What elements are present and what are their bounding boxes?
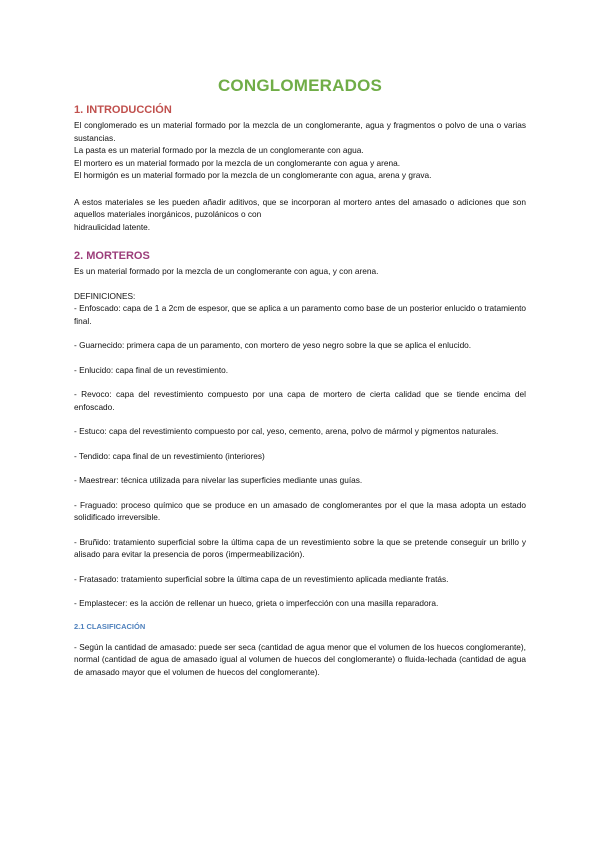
definition-enlucido: - Enlucido: capa final de un revestimiento. — [74, 364, 229, 375]
paragraph-morteros-intro: Es un material formado por la mezcla de un conglomerante con agua, y con arena. — [74, 266, 379, 276]
definition-estuco: - Estuco: capa del revestimiento compuesto por cal, yeso, cemento, arena, polvo de mármol y pigmentos naturales. — [74, 426, 499, 436]
definition-brunido: - Bruñido: tratamiento superficial sobre la última capa de un revestimiento sobre la que se pretende conseguir un brillo y alisado para evitar la presencia de poros (impermeabilización). — [74, 536, 526, 559]
paragraph-clasificacion: - Según la cantidad de amasado: puede ser seca (cantidad de agua menor que el volumen de los huecos conglomerante), normal (cantidad de agua de amasado igual al volumen de huecos del conglomerante) o fluida-lechada (cantidad de agua de amasado mayor que el volumen de huecos del conglomerante). — [74, 641, 526, 677]
definition-fraguado: - Fraguado: proceso químico que se produce en un amasado de conglomerantes por el que la masa adopta un estado solidificado irreversible. — [74, 499, 526, 522]
subsection-heading-clasificacion: 2.1 CLASIFICACIÓN — [74, 621, 146, 631]
paragraph-aditivos-cont: hidraulicidad latente. — [74, 221, 151, 232]
paragraph-aditivos: A estos materiales se les pueden añadir aditivos, que se incorporan al mortero antes del amasado o adiciones que son aquellos materiales inorgánicos, puzolánicos o con — [74, 196, 526, 219]
paragraph-conglomerado: El conglomerado es un material formado por la mezcla de un conglomerante, agua y fragmentos o polvo de una o varias sustancias. — [74, 120, 526, 143]
section-heading-introduccion: 1. INTRODUCCIÓN — [74, 104, 172, 116]
definition-tendido: - Tendido: capa final de un revestimiento (interiores) — [74, 450, 265, 461]
paragraph-mortero: El mortero es un material formado por la mezcla de un conglomerante con agua y arena. — [74, 157, 401, 168]
definition-maestrear: - Maestrear: técnica utilizada para nivelar las superficies mediante unas guías. — [74, 475, 363, 485]
definition-revoco: - Revoco: capa del revestimiento compuesto por una capa de mortero de cierta calidad que se tiende encima del enfoscado. — [74, 389, 526, 412]
paragraph-pasta: La pasta es un material formado por la mezcla de un conglomerante con agua. — [74, 145, 364, 155]
definitions-label: DEFINICIONES: — [74, 290, 136, 301]
definition-guarnecido: - Guarnecido: primera capa de un paramento, con mortero de yeso negro sobre la que se aplica el enlucido. — [74, 340, 472, 350]
definition-enfoscado: - Enfoscado: capa de 1 a 2cm de espesor, que se aplica a un paramento como base de un posterior enlucido o tratamiento final. — [74, 303, 526, 326]
document-title: CONGLOMERADOS — [217, 76, 383, 95]
paragraph-hormigon: El hormigón es un material formado por la mezcla de un conglomerante con agua, arena y grava. — [74, 170, 432, 180]
definition-fratasado: - Fratasado: tratamiento superficial sobre la última capa de un revestimiento aplicada mediante fratás. — [74, 573, 449, 584]
definition-emplastecer: - Emplastecer: es la acción de rellenar un hueco, grieta o imperfección con una masilla reparadora. — [74, 598, 439, 608]
section-heading-morteros: 2. MORTEROS — [74, 250, 150, 262]
